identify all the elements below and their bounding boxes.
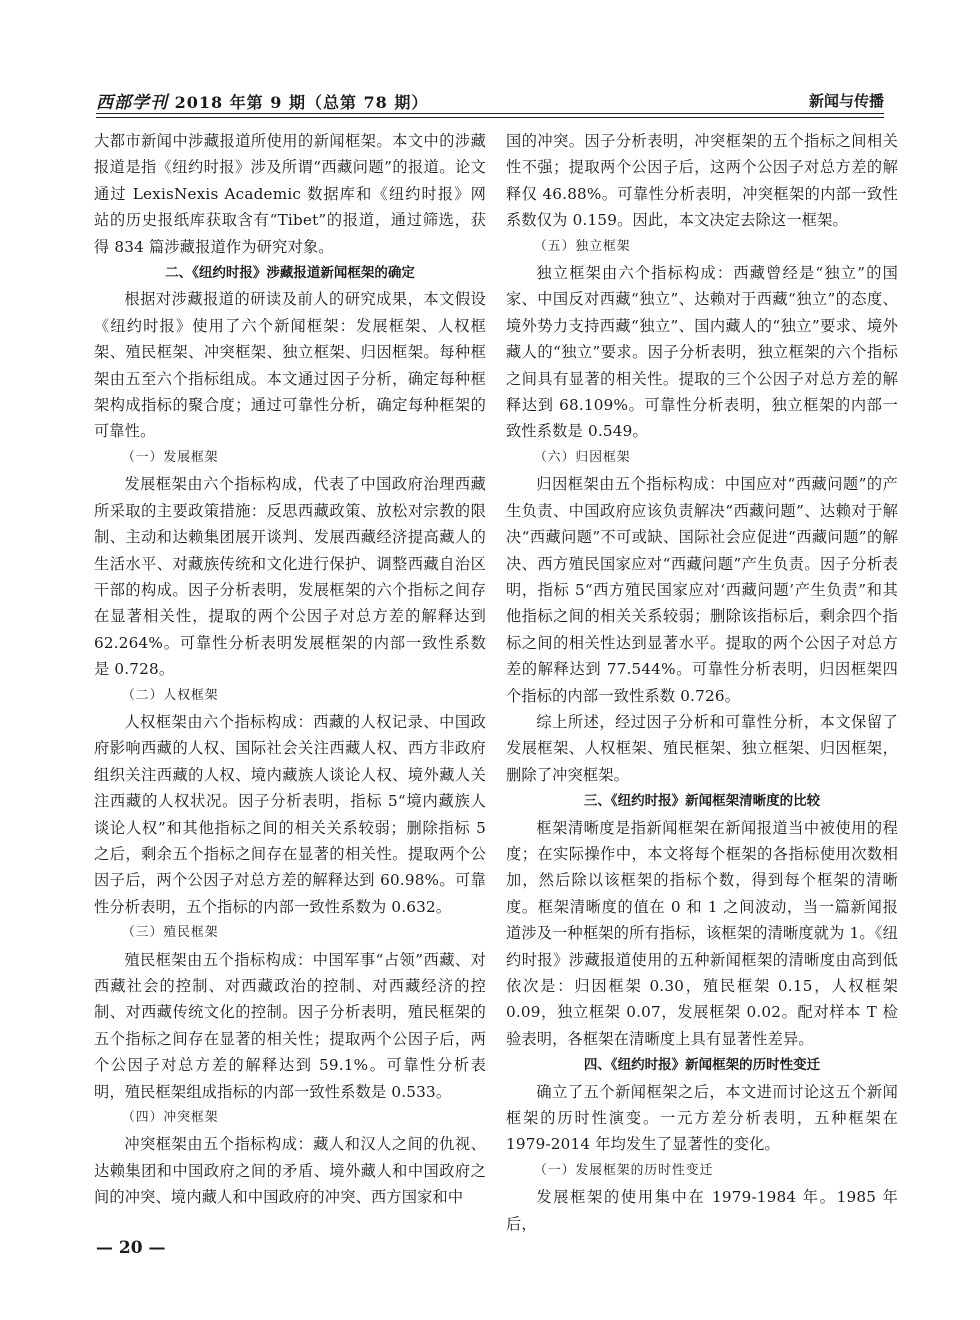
paragraph: 根据对涉藏报道的研读及前人的研究成果，本文假设《纽约时报》使用了六个新闻框架：发展框架、人权框架、殖民框架、冲突框架、独立框架、归因框架。每种框架由五至六个指标组成。本文通过因子分析，确定每种框架构成指标的聚合度；通过可靠性分析，确定每种框架的可靠性。 xyxy=(94,290,486,441)
journal-info xyxy=(96,88,428,113)
section-heading: 四、《纽约时报》新闻框架的历时性变迁 xyxy=(583,1057,821,1074)
paragraph: 大都市新闻中涉藏报道所使用的新闻框架。本文中的涉藏报道是指《纽约时报》涉及所谓“西藏问题”的报道。论文通过 LexisNexis Academic 数据库和《纽约时报》网站的历史报纸库获取含有“Tibet”的报道，通过筛选，获得 834 篇涉藏报道作为研究对象。 xyxy=(94,132,486,256)
section-name: 新闻与传播 xyxy=(808,92,884,110)
header-rule xyxy=(96,113,884,114)
paragraph: 冲突框架由五个指标构成：藏人和汉人之间的仇视、达赖集团和中国政府之间的矛盾、境外藏人和中国政府之间的冲突、境内藏人和中国政府的冲突、西方国家和中 xyxy=(94,1135,486,1207)
journal-title: 西部学刊 xyxy=(96,93,168,113)
paragraph: 综上所述，经过因子分析和可靠性分析，本文保留了发展框架、人权框架、殖民框架、独立框架、归因框架，删除了冲突框架。 xyxy=(506,712,898,784)
subsection-heading: （二）人权框架 xyxy=(122,687,219,703)
paragraph: 人权框架由六个指标构成：西藏的人权记录、中国政府影响西藏的人权、国际社会关注西藏人权、西方非政府组织关注西藏的人权、境内藏族人谈论人权、境外藏人关注西藏的人权状况。因子分析表明，指标 5“境内藏族人谈论人权”和其他指标之间的相关关系较弱；删除指标 5 之后，剩余五个指标之间存在显著的相关性。提取两个公因子后，两个公因子对总方差的解释达到 60.98%。可靠性分析表明，五个指标的内部一致性系数为 0.632。 xyxy=(94,712,486,916)
paragraph: 归因框架由五个指标构成：中国应对“西藏问题”的产生负责、中国政府应该负责解决“西藏问题”、达赖对于解决“西藏问题”不可或缺、国际社会应促进“西藏问题”的解决、西方殖民国家应对“西藏问题”产生负责。因子分析表明，指标 5“西方殖民国家应对‘西藏问题’产生负责”和其他指标之间的相关关系较弱；删除该指标后，剩余四个指标之间的相关性达到显著水平。提取的两个公因子对总方差的解释达到 77.544%。可靠性分析表明，归因框架四个指标的内部一致性系数 0.726。 xyxy=(506,475,898,705)
paragraph: 发展框架由六个指标构成，代表了中国政府治理西藏所采取的主要政策措施：反思西藏政策、放松对宗教的限制、主动和达赖集团展开谈判、发展西藏经济提高藏人的生活水平、对藏族传统和文化进行保护、调整西藏自治区干部的构成。因子分析表明，发展框架的六个指标之间存在显著相关性，提取的两个公因子对总方差的解释达到 62.264%。可靠性分析表明发展框架的内部一致性系数是 0.728。 xyxy=(94,475,486,679)
paragraph: 国的冲突。因子分析表明，冲突框架的五个指标之间相关性不强；提取两个公因子后，这两个公因子对总方差的解释仅 46.88%。可靠性分析表明，冲突框架的内部一致性系数仅为 0.159。因此，本文决定去除这一框架。 xyxy=(506,132,898,230)
subsection-heading: （三）殖民框架 xyxy=(122,925,219,941)
paragraph: 独立框架由六个指标构成：西藏曾经是“独立”的国家、中国反对西藏“独立”、达赖对于西藏“独立”的态度、境外势力支持西藏“独立”、国内藏人的“独立”要求、境外藏人的“独立”要求。因子分析表明，独立框架的六个指标之间具有显著的相关性。提取的三个公因子对总方差的解释达到 68.109%。可靠性分析表明，独立框架的内部一致性系数是 0.549。 xyxy=(506,264,898,441)
page-number: — 20 — xyxy=(96,1238,166,1258)
paragraph: 确立了五个新闻框架之后，本文进而讨论这五个新闻框架的历时性演变。一元方差分析表明，五种框架在 1979-2014 年均发生了显著性的变化。 xyxy=(506,1082,898,1154)
issue-info: 2018 年第 9 期（总第 78 期） xyxy=(174,93,429,112)
header-rule-thin xyxy=(96,117,884,118)
paragraph: 殖民框架由五个指标构成：中国军事“占领”西藏、对西藏社会的控制、对西藏政治的控制、对西藏经济的控制、对西藏传统文化的控制。因子分析表明，殖民框架的五个指标之间存在显著的相关性；提取两个公因子后，两个公因子对总方差的解释达到 59.1%。可靠性分析表明，殖民框架组成指标的内部一致性系数是 0.533。 xyxy=(94,950,486,1101)
section-heading: 二、《纽约时报》涉藏报道新闻框架的确定 xyxy=(165,265,415,282)
subsection-heading: （六）归因框架 xyxy=(534,449,631,465)
subsection-heading: （五）独立框架 xyxy=(534,238,631,254)
left-column xyxy=(94,128,486,1211)
subsection-heading: （四）冲突框架 xyxy=(122,1110,219,1126)
subsection-heading: （一）发展框架的历时性变迁 xyxy=(534,1162,714,1178)
paragraph: 发展框架的使用集中在 1979-1984 年。1985 年后， xyxy=(506,1188,898,1233)
paragraph: 框架清晰度是指新闻框架在新闻报道当中被使用的程度；在实际操作中，本文将每个框架的各指标使用次数相加，然后除以该框架的指标个数，得到每个框架的清晰度。框架清晰度的值在 0 和 1 之间波动，当一篇新闻报道涉及一种框架的所有指标，该框架的清晰度就为 1。《纽约时报》涉藏报道使用的五种新闻框架的清晰度由高到低依次是：归因框架 0.30，殖民框架 0.15，人权框架 0.09，独立框架 0.07，发展框架 0.02。配对样本 T 检验表明，各框架在清晰度上具有显著性差异。 xyxy=(506,818,898,1048)
right-column xyxy=(506,128,898,1237)
subsection-heading: （一）发展框架 xyxy=(122,449,219,465)
section-heading: 三、《纽约时报》新闻框架清晰度的比较 xyxy=(583,793,821,810)
